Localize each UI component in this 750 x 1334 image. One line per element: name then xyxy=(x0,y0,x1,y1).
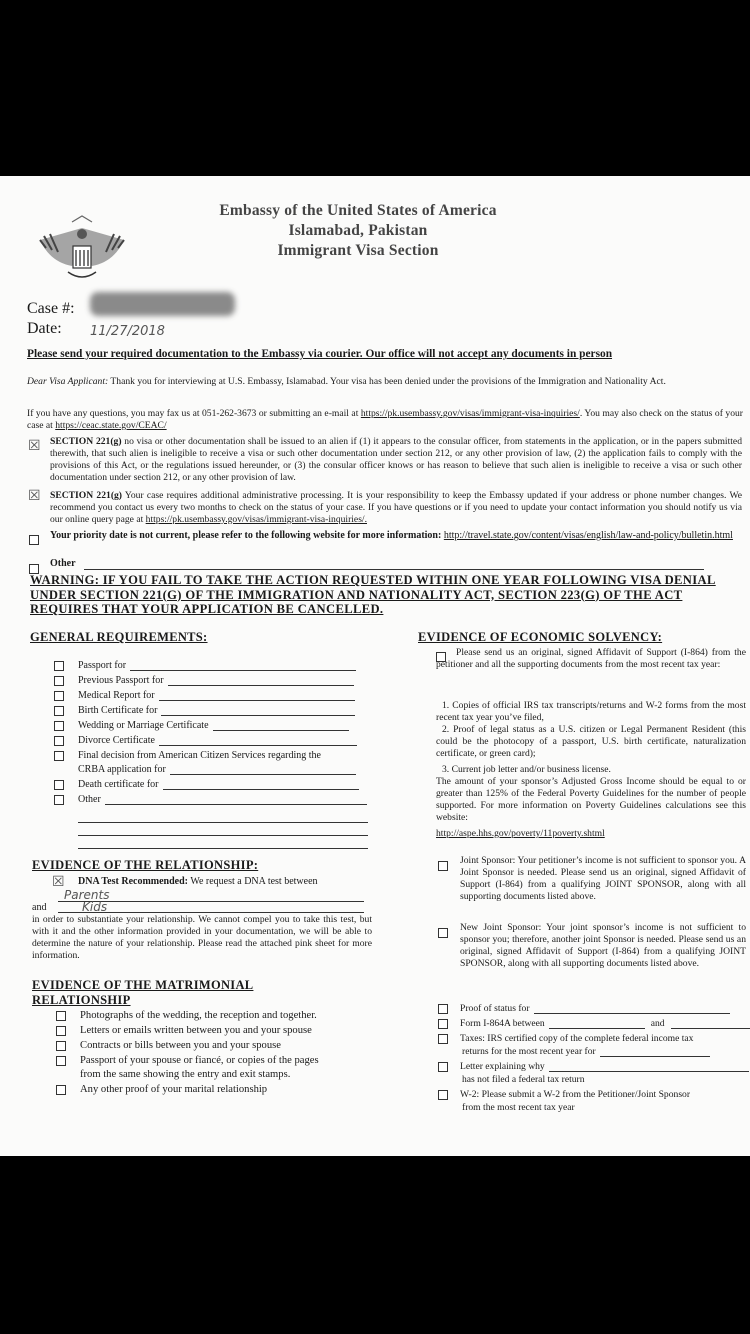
econ-item-1: 1. Copies of official IRS tax transcripts/returns and W-2 forms from the most recent tax year you’ve filed, xyxy=(436,700,746,723)
relationship-title: EVIDENCE OF THE RELATIONSHIP: xyxy=(32,858,259,872)
and-label: and xyxy=(32,902,47,913)
req-divorce-certificate[interactable]: Divorce Certificate xyxy=(54,735,357,746)
poverty-guidelines-link[interactable]: http://aspe.hhs.gov/poverty/11poverty.shtml xyxy=(436,828,605,839)
mat-photographs[interactable]: Photographs of the wedding, the reception and together. xyxy=(56,1010,317,1021)
req-birth-certificate[interactable]: Birth Certificate for xyxy=(54,705,355,716)
checkbox[interactable] xyxy=(56,1041,66,1051)
checkbox[interactable] xyxy=(54,676,64,686)
warning-text: WARNING: IF YOU FAIL TO TAKE THE ACTION REQUESTED WITHIN ONE YEAR FOLLOWING VISA DENIAL UNDER SECTION 221(G) OF THE IMMIGRATION AND NATIONALITY ACT, SECTION 223(G) OF THE ACT REQUIRES THAT YOUR APPLICATION BE CANCELLED. xyxy=(30,573,716,616)
case-number-label: Case #: xyxy=(27,300,75,317)
req-crba: CRBA application for xyxy=(78,764,356,775)
general-requirements-title: GENERAL REQUIREMENTS: xyxy=(30,630,208,644)
new-joint-sponsor-text: New Joint Sponsor: Your joint sponsor’s income is not sufficient to sponsor you; therefore, another joint Sponsor is needed. Please send us an original, signed Affidavit of Support (I-864) from a qualifying JOINT SPONSOR, along with all supporting documents listed above. xyxy=(460,922,746,969)
date-value: 11/27/2018 xyxy=(90,324,165,339)
questions-paragraph: If you have any questions, you may fax us at 051-262-3673 or submitting an e-mail at https://pk.usembassy.gov/visas/immigrant-visa-inquiries/. You may also check on the status of your case at https://ceac.state.gov/CEAC/ xyxy=(27,408,743,431)
checkbox[interactable] xyxy=(54,780,64,790)
checkbox[interactable] xyxy=(54,691,64,701)
other-lines xyxy=(78,810,368,849)
matrimonial-title-1: EVIDENCE OF THE MATRIMONIAL xyxy=(32,978,254,992)
checkbox[interactable] xyxy=(54,661,64,671)
checkbox[interactable] xyxy=(56,1085,66,1095)
req-medical-report[interactable]: Medical Report for xyxy=(54,690,355,701)
matrimonial-title-2: RELATIONSHIP xyxy=(32,993,131,1007)
checkbox[interactable] xyxy=(54,795,64,805)
req-passport[interactable]: Passport for xyxy=(54,660,356,671)
checkbox[interactable] xyxy=(438,1034,448,1044)
handwritten-parents: Parents xyxy=(64,888,110,902)
mat-passport[interactable]: Passport of your spouse or fiancé, or copies of the pages xyxy=(56,1055,319,1066)
section-221g-2-text: SECTION 221(g) Your case requires additional administrative processing. It is your responsibility to keep the Embassy updated if your address or phone number changes. We recommend you contact us every two months to check on the status of your case. If you have questions or if you need to update your contact information you should notify us via our online query page at https://pk.usembassy.gov/visas/immigrant-visa-inquiries/. xyxy=(50,490,742,525)
req-death-certificate[interactable]: Death certificate for xyxy=(54,779,359,790)
taxes-cont: returns for the most recent year for xyxy=(462,1046,710,1057)
form-i864a[interactable]: Form I-864A between and xyxy=(438,1018,750,1029)
case-number-redacted xyxy=(90,292,235,316)
other-line xyxy=(84,569,704,570)
checkbox[interactable] xyxy=(438,1004,448,1014)
affidavit-text: Please send us an original, signed Affidavit of Support (I-864) from the petitioner and all the supporting documents from the most recent tax year: xyxy=(436,647,746,670)
embassy-title: Embassy of the United States of America xyxy=(219,202,497,219)
handwritten-kids: Kids xyxy=(82,900,108,914)
document-page xyxy=(0,176,750,1156)
section-221g-1-text: SECTION 221(g) no visa or other documentation shall be issued to an alien if (1) it appears to the consular officer, from statements in the application, or in the papers submitted therewith, that such alien is ineligible to receive a visa or such other documentation under section 212, or any other provision of law, (2) the application fails to comply with the provisions of this Act, or the regulations issued hereunder, or (3) the consular officer knows or has reason to believe that such alien is ineligible to receive a visa or such other documentation under section 212, or any other provision of law. xyxy=(50,436,742,483)
taxes[interactable]: Taxes: IRS certified copy of the complete federal income tax xyxy=(438,1033,693,1044)
checkbox[interactable] xyxy=(54,706,64,716)
dna-line-2 xyxy=(58,912,364,913)
econ-item-3: 3. Current job letter and/or business license. xyxy=(442,764,611,775)
embassy-city: Islamabad, Pakistan xyxy=(288,222,428,239)
req-previous-passport[interactable]: Previous Passport for xyxy=(54,675,354,686)
checkbox[interactable] xyxy=(438,1090,448,1100)
econ-item-2: 2. Proof of legal status as a U.S. citizen or Legal Permanent Resident (this could be the photocopy of a passport, U.S. birth certificate, naturalization certificate, or green card); xyxy=(436,724,746,759)
checkbox[interactable] xyxy=(438,1019,448,1029)
intro-paragraph: Dear Visa Applicant: Thank you for interviewing at U.S. Embassy, Islamabad. Your visa has been denied under the provisions of the Immigration and Nationality Act. xyxy=(27,376,666,387)
mat-other-proof[interactable]: Any other proof of your marital relationship xyxy=(56,1084,267,1095)
w2[interactable]: W-2: Please submit a W-2 from the Petitioner/Joint Sponsor xyxy=(438,1089,690,1100)
inquiry-page-link[interactable]: https://pk.usembassy.gov/visas/immigrant-visa-inquiries/. xyxy=(145,514,367,525)
req-final-decision[interactable]: Final decision from American Citizen Services regarding the xyxy=(54,750,321,761)
dna-checkbox[interactable]: ☒ xyxy=(52,875,65,890)
dna-text: DNA Test Recommended: We request a DNA test between xyxy=(78,876,318,887)
letter-explaining[interactable]: Letter explaining why xyxy=(438,1061,749,1072)
checkbox[interactable] xyxy=(54,751,64,761)
mat-passport-cont: from the same showing the entry and exit stamps. xyxy=(80,1069,291,1080)
w2-cont: from the most recent tax year xyxy=(462,1102,575,1113)
proof-of-status[interactable]: Proof of status for xyxy=(438,1003,730,1014)
visa-bulletin-link[interactable]: http://travel.state.gov/content/visas/english/law-and-policy/bulletin.html xyxy=(443,530,733,541)
section-221g-1-checkbox[interactable]: ☒ xyxy=(28,439,41,454)
email-inquiry-link[interactable]: https://pk.usembassy.gov/visas/immigrant-visa-inquiries/ xyxy=(360,408,580,419)
joint-sponsor-checkbox[interactable] xyxy=(438,857,448,875)
req-other[interactable]: Other xyxy=(54,794,367,805)
economic-title: EVIDENCE OF ECONOMIC SOLVENCY: xyxy=(418,630,663,644)
section-221g-2-checkbox[interactable]: ☒ xyxy=(28,489,41,504)
new-joint-sponsor-checkbox[interactable] xyxy=(438,924,448,942)
embassy-section: Immigrant Visa Section xyxy=(277,242,439,259)
checkbox[interactable] xyxy=(438,1062,448,1072)
checkbox[interactable] xyxy=(54,736,64,746)
ceac-link[interactable]: https://ceac.state.gov/CEAC/ xyxy=(55,420,167,431)
mat-letters[interactable]: Letters or emails written between you and your spouse xyxy=(56,1025,312,1036)
date-label: Date: xyxy=(27,320,62,337)
other-label: Other xyxy=(50,558,76,569)
checkbox[interactable] xyxy=(54,721,64,731)
poverty-guidelines-text: The amount of your sponsor’s Adjusted Gross Income should be equal to or greater than 125% of the Federal Poverty Guidelines for the number of people supported. For more information on Poverty Guidelines calculations see this website: xyxy=(436,776,746,823)
checkbox[interactable] xyxy=(56,1011,66,1021)
joint-sponsor-text: Joint Sponsor: Your petitioner’s income is not sufficient to sponsor you. A Joint Sponsor is needed. Please send us an original, signed Affidavit of Support (I-864) from a qualifying JOINT SPONSOR, along with all supporting documents listed above. xyxy=(460,855,746,902)
mat-contracts[interactable]: Contracts or bills between you and your spouse xyxy=(56,1040,281,1051)
courier-notice: Please send your required documentation to the Embassy via courier. Our office will not accept any documents in person xyxy=(27,348,613,360)
checkbox[interactable] xyxy=(56,1056,66,1066)
priority-date-text: Your priority date is not current, please refer to the following website for more information: http://travel.state.gov/content/visas/english/law-and-policy/bulletin.html xyxy=(50,530,733,541)
greeting: Dear Visa Applicant: xyxy=(27,376,109,387)
priority-date-checkbox[interactable] xyxy=(29,531,39,549)
req-marriage-certificate[interactable]: Wedding or Marriage Certificate xyxy=(54,720,349,731)
relationship-body: in order to substantiate your relationship. We cannot compel you to take this test, but with it and the other information provided in your documentation, we will be able to determine the nature of your relationship. Please read the attached pink sheet for more information. xyxy=(32,914,372,961)
letter-cont: has not filed a federal tax return xyxy=(462,1074,585,1085)
checkbox[interactable] xyxy=(56,1026,66,1036)
